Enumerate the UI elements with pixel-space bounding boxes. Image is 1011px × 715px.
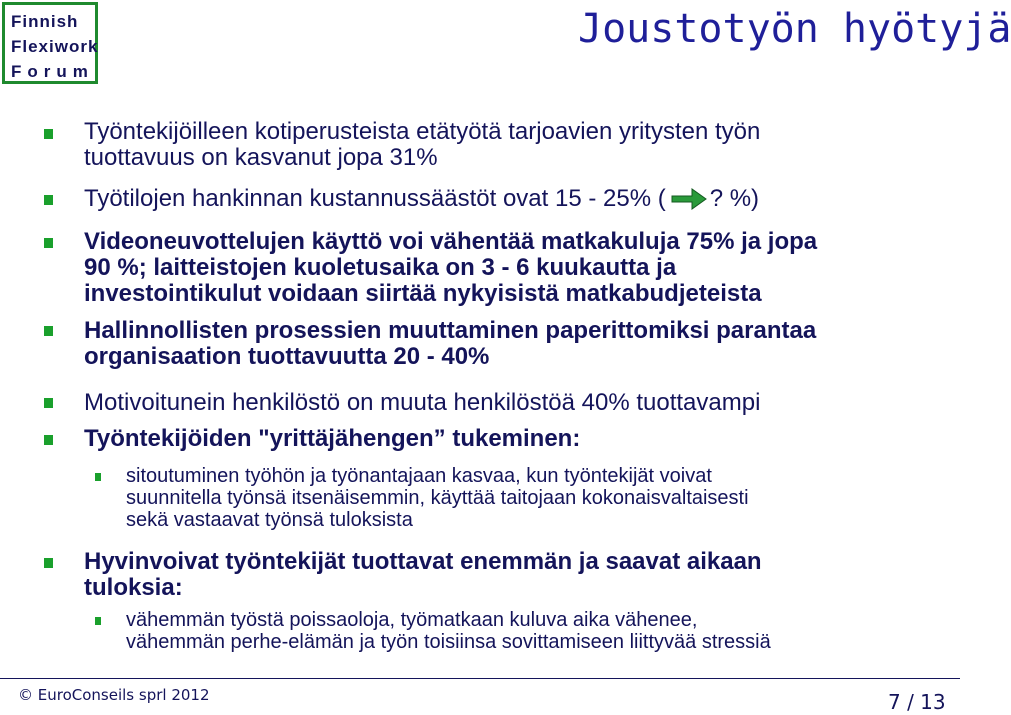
logo-line-1: Finnish (11, 12, 79, 31)
list-item-text: Hyvinvoivat työntekijät tuottavat enemmän ja saavat aikaan tuloksia: (84, 548, 762, 601)
sub-bullet-icon (95, 617, 101, 625)
logo-line-2: Flexiwork (11, 37, 99, 56)
list-item-text: Motivoitunein henkilöstö on muuta henkilöstöä 40% tuottavampi (84, 389, 761, 416)
page-number: 7 / 13 (888, 690, 946, 714)
list-item-text: vähemmän työstä poissaoloja, työmatkaan kuluva aika vähenee, vähemmän perhe-elämän ja työn toisiinsa sovittamiseen liittyvää stressiä (126, 609, 771, 653)
copyright-text: © EuroConseils sprl 2012 (18, 686, 210, 704)
list-item-text-after: ? %) (709, 185, 760, 212)
logo-line-3: Forum (11, 62, 94, 81)
slide-title: Joustotyön hyötyjä (578, 6, 1011, 52)
list-item-text: Hallinnollisten prosessien muuttaminen paperittomiksi parantaa organisaation tuottavuutta 20 - 40% (84, 317, 817, 370)
bullet-icon (44, 398, 53, 408)
bullet-icon (44, 129, 53, 139)
right-arrow-icon (666, 187, 710, 211)
list-item-text: Videoneuvottelujen käyttö voi vähentää matkakuluja 75% ja jopa 90 %; laitteistojen kuoletusaika on 3 - 6 kuukautta ja investointikulut voidaan siirtää nykyisistä matkabudjeteista (84, 228, 818, 307)
bullet-icon (44, 435, 53, 445)
bullet-icon (44, 238, 53, 248)
sub-bullet-icon (95, 473, 101, 481)
list-item-text (84, 186, 759, 212)
list-item-text: Työntekijöilleen kotiperusteista etätyötä tarjoavien yritysten työn tuottavuus on kasvanut jopa 31% (84, 118, 761, 171)
bullet-icon (44, 326, 53, 336)
list-item-text-before: Työtilojen hankinnan kustannussäästöt ovat 15 - 25% ( (84, 185, 666, 212)
finnish-flexiwork-forum-logo (2, 2, 98, 84)
bullet-icon (44, 195, 53, 205)
footer-divider (0, 678, 960, 679)
list-item-text: sitoutuminen työhön ja työnantajaan kasvaa, kun työntekijät voivat suunnitella työnsä itsenäisemmin, käyttää taitojaan kokonaisvaltaisesti sekä vastaavat työnsä tuloksista (126, 465, 749, 531)
bullet-icon (44, 558, 53, 568)
list-item-text: Työntekijöiden "yrittäjähengen” tukeminen: (84, 425, 581, 452)
